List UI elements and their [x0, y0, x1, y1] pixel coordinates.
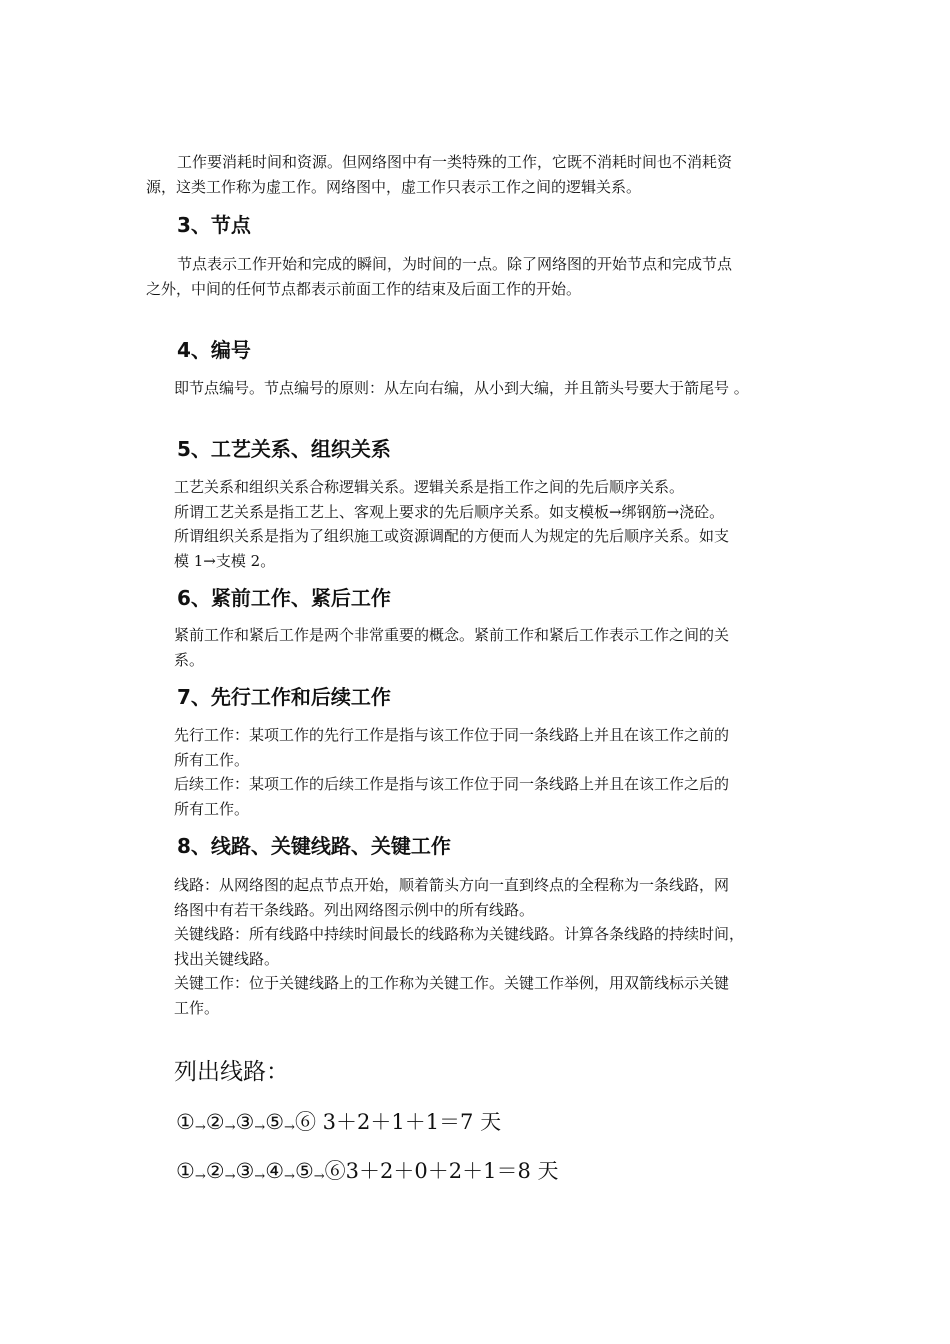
- routes-title: 列出线路：: [174, 1059, 289, 1085]
- section-6-line-1: 紧前工作和紧后工作是两个非常重要的概念。紧前工作和紧后工作表示工作之间的关: [174, 626, 730, 644]
- route-2-node: ⑤: [294, 1159, 314, 1183]
- section-5-line-1: 工艺关系和组织关系合称逻辑关系。逻辑关系是指工作之间的先后顺序关系。: [174, 478, 685, 496]
- route-1-node: ②: [205, 1110, 225, 1134]
- route-1-node: ⑥: [294, 1110, 316, 1134]
- route-2-node: ④: [265, 1159, 285, 1183]
- intro-paragraph: [146, 150, 796, 199]
- route-2-arrow: →: [313, 1169, 325, 1184]
- section-8-line-1: 线路：从网络图的起点节点开始，顺着箭头方向一直到终点的全程称为一条线路，网: [174, 876, 730, 894]
- route-1: [176, 1107, 501, 1143]
- route-2-arrow: →: [254, 1169, 266, 1184]
- section-8-line-3: 关键线路：所有线路中持续时间最长的线路称为关键线路。计算各条线路的持续时间，: [174, 925, 745, 943]
- section-7-line-4: 所有工作。: [174, 799, 250, 818]
- section-6-heading: 6、紧前工作、紧后工作: [177, 586, 391, 610]
- section-3-heading: 3、节点: [177, 213, 251, 237]
- section-5-heading: 5、工艺关系、组织关系: [177, 437, 391, 461]
- section-4-heading: 4、编号: [177, 338, 251, 362]
- route-2-arrow: →: [194, 1169, 206, 1184]
- section-6-paragraph: [174, 623, 824, 672]
- section-7-line-1: 先行工作：某项工作的先行工作是指与该工作位于同一条线路上并且在该工作之前的: [174, 726, 730, 744]
- route-1-calc: 3＋2＋1＋1＝7 天: [315, 1110, 502, 1134]
- route-2-node: ②: [205, 1159, 225, 1183]
- section-5-line-2: 所谓工艺关系是指工艺上、客观上要求的先后顺序关系。如支模板→绑钢筋→浇砼。: [174, 502, 725, 521]
- route-1-node: ③: [235, 1110, 255, 1134]
- route-2-arrow: →: [224, 1169, 236, 1184]
- route-1-node: ①: [176, 1110, 195, 1134]
- section-8-heading: 8、线路、关键线路、关键工作: [177, 834, 451, 858]
- section-3-paragraph: [146, 252, 796, 301]
- section-8-line-6: 工作。: [174, 998, 220, 1017]
- route-1-node: ⑤: [265, 1110, 285, 1134]
- section-3-line-1: 节点表示工作开始和完成的瞬间，为时间的一点。除了网络图的开始节点和完成节点: [177, 255, 733, 273]
- route-1-arrow: →: [284, 1120, 295, 1135]
- section-8-line-2: 络图中有若干条线路。列出网络图示例中的所有线路。: [174, 900, 535, 919]
- section-5-paragraph: [174, 475, 824, 573]
- section-5-line-4: 模 1→支模 2。: [174, 551, 276, 570]
- section-6-line-2: 系。: [174, 650, 205, 669]
- route-2-calc: 3＋2＋0＋2＋1＝8 天: [345, 1159, 559, 1183]
- section-4-paragraph: [174, 376, 824, 401]
- section-8-line-5: 关键工作：位于关键线路上的工作称为关键工作。关键工作举例，用双箭线标示关键: [174, 974, 730, 992]
- section-7-heading: 7、先行工作和后续工作: [177, 685, 391, 709]
- section-5-line-3: 所谓组织关系是指为了组织施工或资源调配的方便而人为规定的先后顺序关系。如支: [174, 527, 730, 545]
- intro-line-1: 工作要消耗时间和资源。但网络图中有一类特殊的工作，它既不消耗时间也不消耗资: [177, 153, 733, 171]
- route-1-arrow: →: [194, 1120, 206, 1135]
- section-7-paragraph: [174, 723, 824, 821]
- route-2-node: ③: [235, 1159, 255, 1183]
- intro-line-2: 源，这类工作称为虚工作。网络图中，虚工作只表示工作之间的逻辑关系。: [146, 177, 642, 196]
- route-2-node: ①: [176, 1159, 195, 1183]
- section-8-line-4: 找出关键线路。: [174, 949, 280, 968]
- route-2: [176, 1156, 559, 1192]
- section-4-line-1: 即节点编号。节点编号的原则：从左向右编，从小到大编，并且箭头号要大于箭尾号 。: [174, 379, 749, 397]
- section-8-paragraph: [174, 873, 824, 1020]
- route-2-arrow: →: [284, 1169, 295, 1184]
- route-2-node: ⑥: [324, 1159, 346, 1183]
- section-3-line-2: 之外，中间的任何节点都表示前面工作的结束及后面工作的开始。: [146, 279, 582, 298]
- route-1-arrow: →: [254, 1120, 266, 1135]
- route-1-arrow: →: [224, 1120, 236, 1135]
- section-7-line-2: 所有工作。: [174, 750, 250, 769]
- section-7-line-3: 后续工作：某项工作的后续工作是指与该工作位于同一条线路上并且在该工作之后的: [174, 775, 730, 793]
